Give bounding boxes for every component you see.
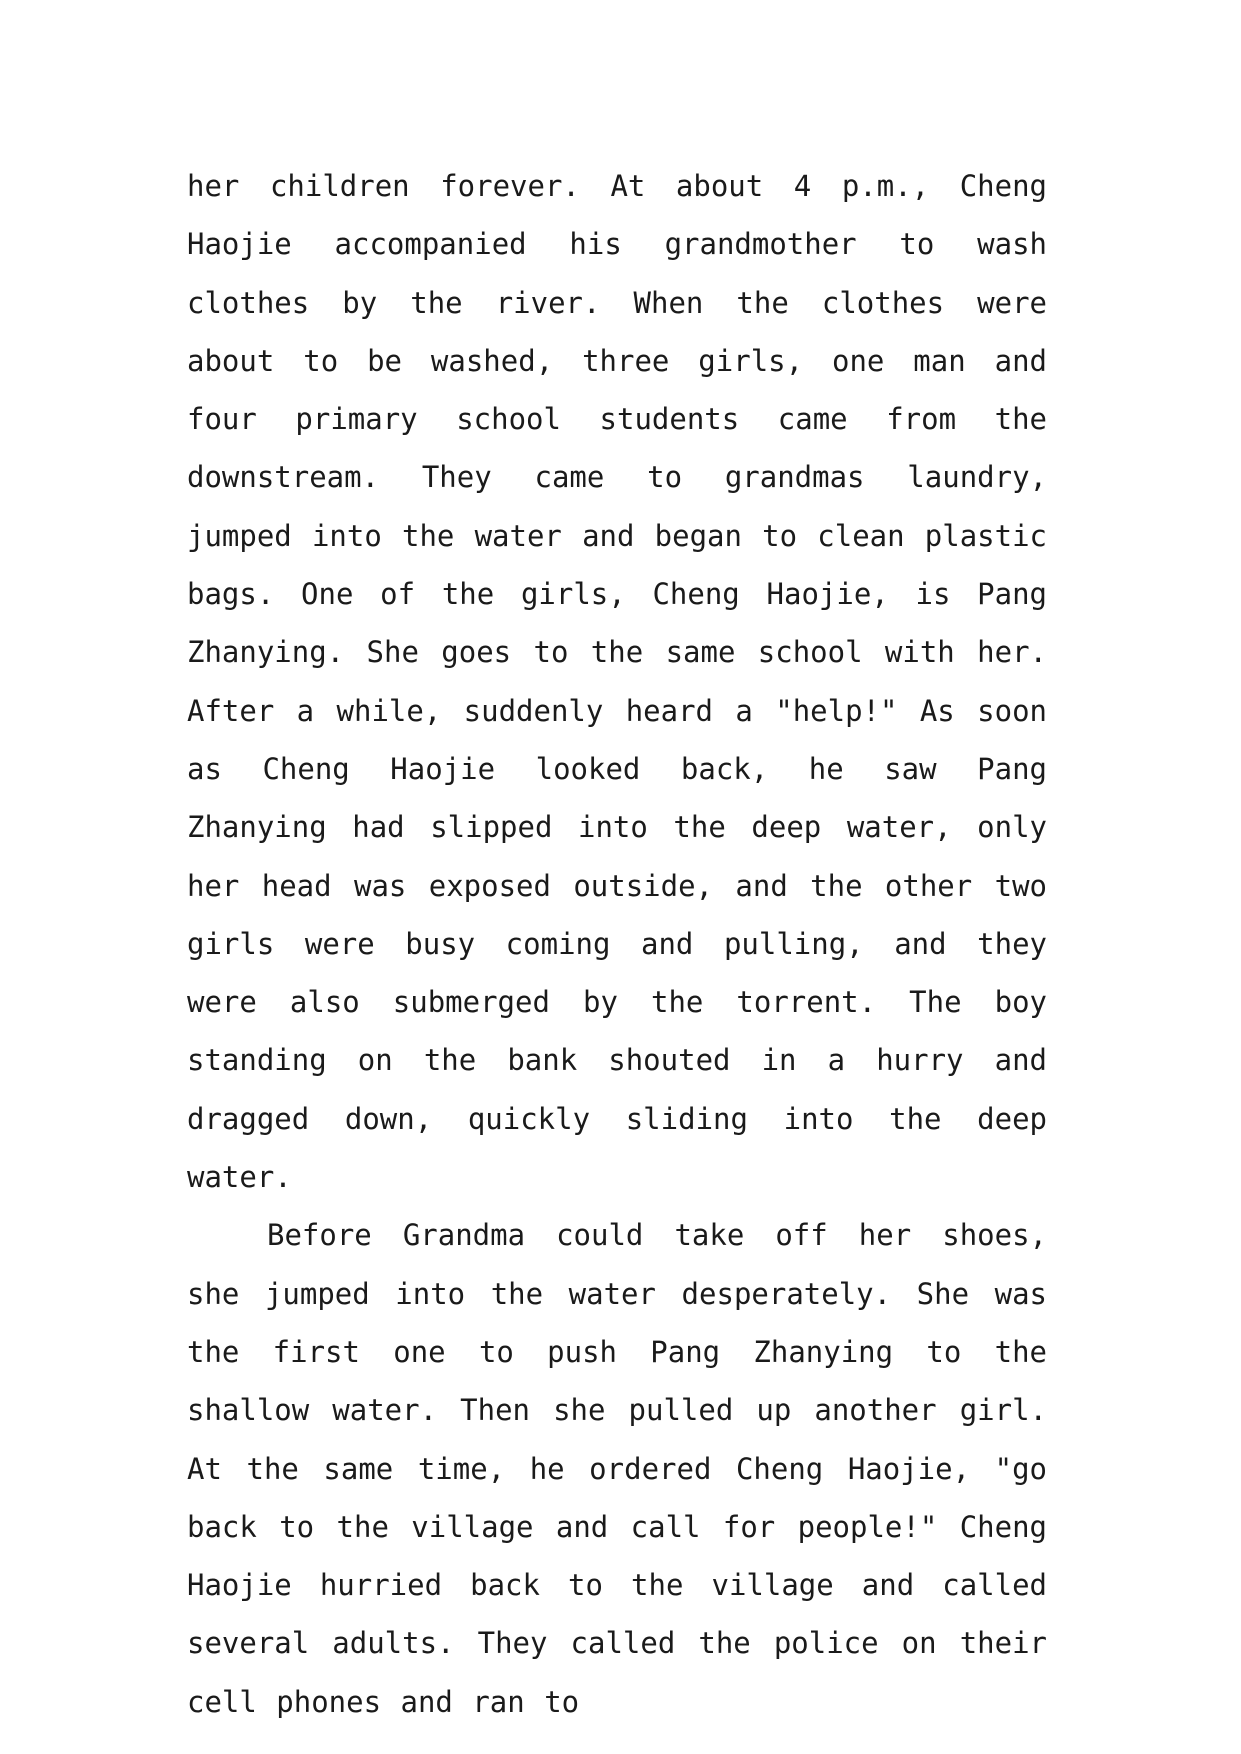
paragraph-continuation: her children forever. At about 4 p.m., Cheng Haojie accompanied his grandmother to wash clothes by the river. When the clothes were about to be washed, three girls, one man and four primary school students came from the downstream. They came to grandmas laundry, jumped into the water and began to clean plastic bags. One of the girls, Cheng Haojie, is Pang Zhanying. She goes to the same school with her. After a while, suddenly heard a "help!" As soon as Cheng Haojie looked back, he saw Pang Zhanying had slipped into the deep water, only her head was exposed outside, and the other two girls were busy coming and pulling, and they were also submerged by the torrent. The boy standing on the bank shouted in a hurry and dragged down, quickly sliding into the deep water. <box>187 169 1047 1195</box>
paragraph-rescue: Before Grandma could take off her shoes, she jumped into the water desperately. She was the first one to push Pang Zhanying to the shallow water. Then she pulled up another girl. At the same time, he ordered Cheng Haojie, "go back to the village and call for people!" Cheng Haojie hurried back to the village and called several adults. They called the police on their cell phones and ran to <box>187 1218 1047 1719</box>
body-text <box>187 157 1047 1731</box>
